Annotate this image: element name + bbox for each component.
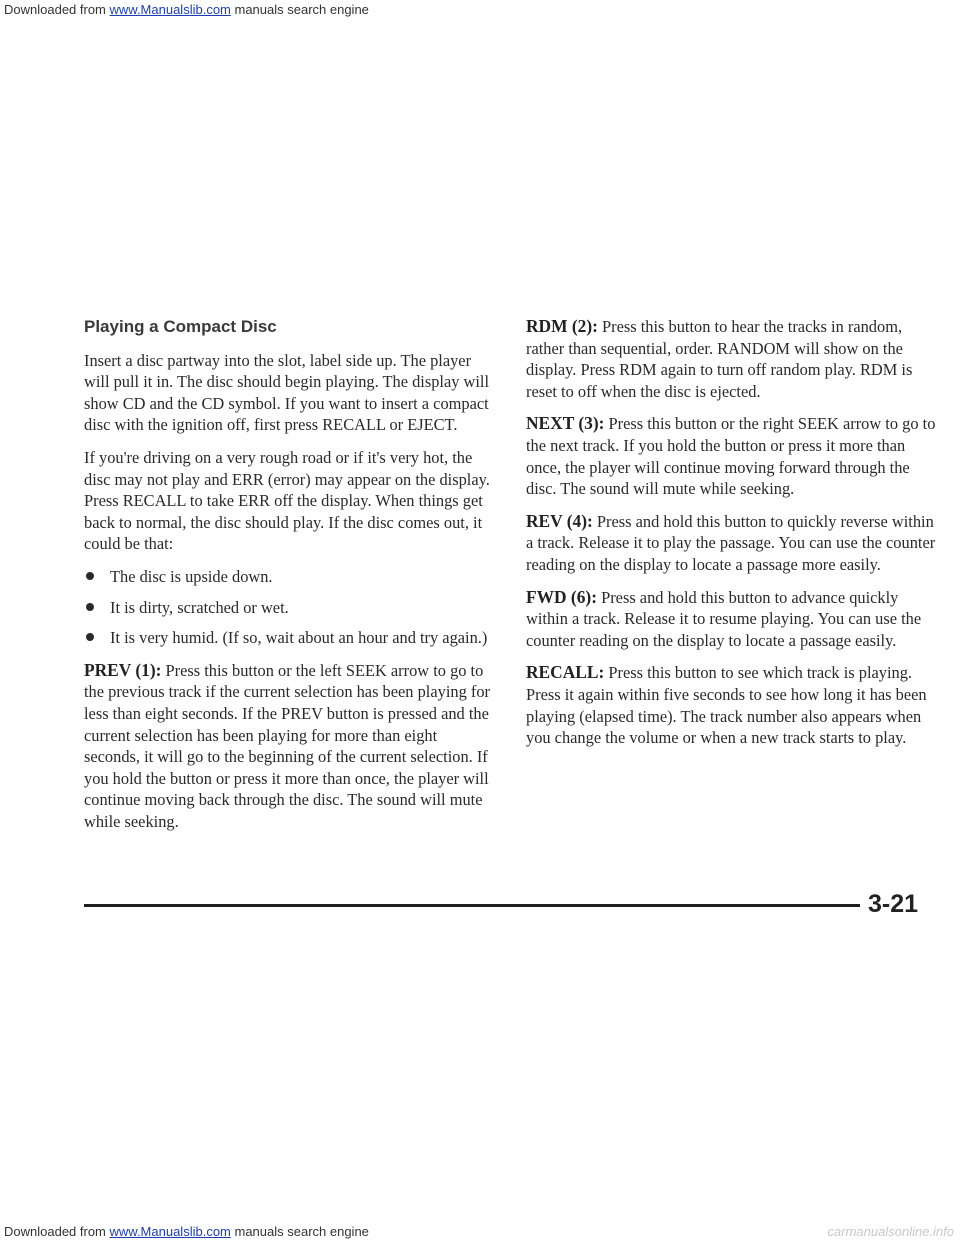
next-term: NEXT (3):	[526, 413, 605, 434]
bullet-icon	[86, 572, 94, 580]
section-heading: Playing a Compact Disc	[84, 317, 277, 336]
rdm-text: Press this button to hear the tracks in random, rather than sequential, order. RANDOM will show on the display. Press RDM again to turn off random play. RDM is reset to off when the disc is ejected.	[526, 317, 913, 401]
paragraph-next	[526, 413, 942, 499]
recall-term: RECALL:	[526, 662, 605, 683]
paragraph-rdm	[526, 316, 942, 402]
paragraph-rev	[526, 511, 942, 576]
right-column	[526, 316, 942, 760]
banner-prefix: Downloaded from	[4, 1224, 110, 1239]
left-column	[84, 316, 492, 843]
page-number: 3-21	[868, 890, 919, 918]
bullet-icon	[86, 633, 94, 641]
download-banner-bottom	[0, 1224, 960, 1242]
banner-suffix: manuals search engine	[230, 1224, 369, 1239]
rev-text: Press and hold this button to quickly reverse within a track. Release it to play the passage. You can use the counter reading on the display to locate a passage more easily.	[526, 511, 936, 574]
bullet-icon	[86, 603, 94, 611]
list-item: It is dirty, scratched or wet.	[84, 597, 492, 619]
footer-rule	[84, 904, 860, 907]
prev-text: Press this button or the left SEEK arrow to go to the previous track if the current selection has been playing for less than eight seconds. If the PREV button is pressed and the current selection has been playing for more than eight seconds, it will go to the beginning of the current selection. If you hold the button or press it more than once, the player will continue moving back through the disc. The sound will mute while seeking.	[84, 660, 490, 831]
paragraph-recall	[526, 662, 942, 748]
banner-suffix: manuals search engine	[230, 2, 369, 17]
recall-text: Press this button to see which track is playing. Press it again within five seconds to see how long it has been playing (elapsed time). The track number also appears when you change the volume or when a new track starts to play.	[526, 663, 927, 748]
next-text: Press this button or the right SEEK arrow to go to the next track. If you hold the button or press it more than once, the player will continue moving forward through the disc. The sound will mute while seeking.	[526, 414, 936, 499]
fwd-term: FWD (6):	[526, 586, 597, 607]
fwd-text: Press and hold this button to advance quickly within a track. Release it to resume playing. You can use the counter reading on the display to locate a passage easily.	[526, 587, 922, 650]
paragraph-prev	[84, 660, 492, 833]
rev-term: REV (4):	[526, 510, 593, 531]
manualslib-link[interactable]: www.Manualslib.com	[109, 1224, 231, 1239]
paragraph-rough-road: If you're driving on a very rough road or if it's very hot, the disc may not play and ERR (error) may appear on the display. Press RECALL to take ERR off the display. When things get back to normal, the disc should play. If the disc comes out, it could be that:	[84, 447, 490, 554]
rdm-term: RDM (2):	[526, 316, 598, 336]
list-item: It is very humid. (If so, wait about an hour and try again.)	[84, 627, 492, 649]
paragraph-fwd	[526, 587, 942, 652]
paragraph-insert-disc: Insert a disc partway into the slot, label side up. The player will pull it in. The disc should begin playing. The display will show CD and the CD symbol. If you want to insert a compact disc with the ignition off, first press RECALL or EJECT.	[84, 350, 490, 435]
list-item: The disc is upside down.	[84, 566, 492, 588]
download-banner	[0, 0, 960, 20]
prev-term: PREV (1):	[84, 659, 162, 680]
cause-list	[84, 566, 492, 649]
manualslib-link[interactable]: www.Manualslib.com	[109, 2, 231, 17]
watermark-text: carmanualsonline.info	[827, 1224, 954, 1239]
banner-prefix: Downloaded from	[4, 2, 110, 17]
